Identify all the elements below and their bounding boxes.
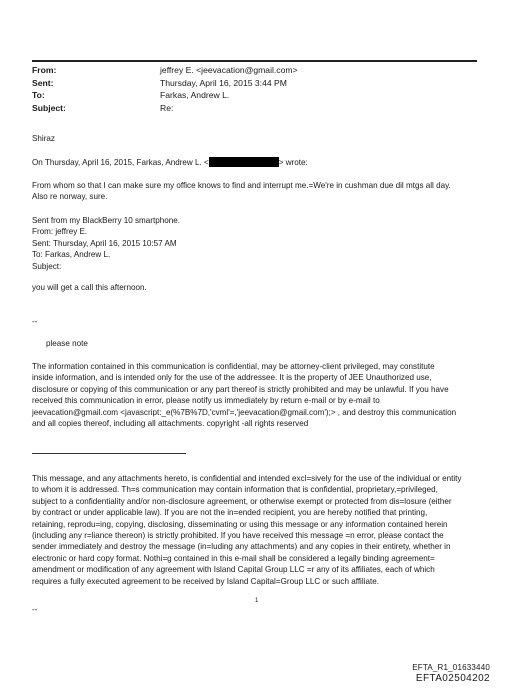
sent-value: Thursday, April 16, 2015 3:44 PM [160,77,287,88]
forwarded-header [32,215,487,272]
disclaimer-island-capital [32,473,487,587]
email-header [32,64,298,114]
sent-from-line: Sent from my BlackBerry 10 smartphone. [32,216,180,225]
disclaimer-line: to whom it is addressed. Th=s communication may contain information that is confidential, proprietary,=privileged, [32,485,438,495]
disclaimer-line: received this communication in error, please notify us immediately by return e-mail or by e-mail to [32,396,380,406]
call-line: you will get a call this afternoon. [32,283,147,292]
bates-number-secondary: EFTA02504202 [415,673,490,684]
call-message [32,282,487,293]
quote-intro-after: > wrote: [278,158,308,167]
greeting [32,133,487,144]
sent-row [32,77,298,90]
to-label: To: [32,90,45,101]
dashes: -- [32,317,38,326]
please-note [46,338,346,349]
quoted-message [32,180,487,203]
dashes: -- [32,605,38,614]
subject-label: Subject: [32,102,66,113]
from-value: jeffrey E. <jeevacation@gmail.com> [160,65,298,75]
disclaimer-line: requires a fully executed agreement to be received by Island Capital=Group LLC or such affiliate. [32,576,379,586]
quote-intro-before: On Thursday, April 16, 2015, Farkas, Andrew L. < [32,158,209,167]
disclaimer-line: This message, and any attachments hereto, is confidential and intended excl=sively for the use of the individual or entity [32,474,462,483]
signature-dashes [32,316,487,327]
separator-line [32,453,186,454]
disclaimer-line: electronic or hard copy format. Nothi=g contained in this e-mail shall be considered a legally binding agreement= [32,553,435,563]
fwd-subject-line: Subject: [32,261,62,271]
fwd-from-line: From: jeffrey E. [32,227,88,237]
disclaimer-line: by contract or under applicable law). If you are not the in=ended recipient, you are hereby notified that printing, [32,508,428,518]
disclaimer-line: The information contained in this communication is confidential, may be attorney-client privileged, may constitute [32,362,435,371]
disclaimer-line: amendment or modification of any agreement with Island Capital Group LLC =r any of its affiliates, each of which [32,565,435,575]
disclaimer-line: subject to a confidentiality and/or non-disclosure agreement, or otherwise exempt or protected from dis=losure (either [32,496,452,506]
disclaimer-jee [32,361,487,429]
to-value: Farkas, Andrew L. [160,90,230,101]
fwd-to-line: To: Farkas, Andrew L. [32,250,111,260]
disclaimer-line: disclosure or copying of this communication or any part thereof is strictly prohibited and may be unlawful. If you have [32,384,449,394]
page-number: 1 [255,598,259,604]
sent-label: Sent: [32,77,54,88]
quote-intro [32,157,487,168]
header-divider [32,60,477,62]
please-note-text: please note [46,339,88,348]
closing-dashes [32,604,487,615]
fwd-sent-line: Sent: Thursday, April 16, 2015 10:57 AM [32,238,177,248]
greeting-text: Shiraz [32,134,55,143]
quote-line: From whom so that I can make sure my office knows to find and interrupt me.=We're in cushman due dil mtgs all day. [32,181,451,190]
disclaimer-line: and all copies thereof, including all attachments. copyright -all rights reserved [32,419,309,429]
disclaimer-line: retaining, reprodu=ing, copying, disclosing, disseminating or using this message or any information contained herein [32,519,448,529]
to-row [32,89,298,102]
quote-line: Also re norway, sure. [32,192,108,202]
redaction-box [209,157,279,167]
bates-number-primary: EFTA_R1_01633440 [412,663,490,672]
disclaimer-line: jeevacation@gmail.com <javascript:_e(%7B%7D,'cvml'=,'jeevacation@gmail.com');> , and destroy this communication [32,407,457,417]
from-row [32,64,298,77]
disclaimer-line: sender immediately and destroy the message (in=luding any attachments) and any copies in their entirety, whether in [32,542,451,552]
disclaimer-line: (including any r=liance thereon) is strictly prohibited. If you have received this message =n error, please contact the [32,531,444,541]
subject-value: Re: [160,102,174,113]
disclaimer-line: inside information, and is intended only for the use of the addressee. It is the property of JEE Unauthorized use, [32,373,432,383]
subject-row [32,102,298,115]
from-label: From: [32,65,57,75]
